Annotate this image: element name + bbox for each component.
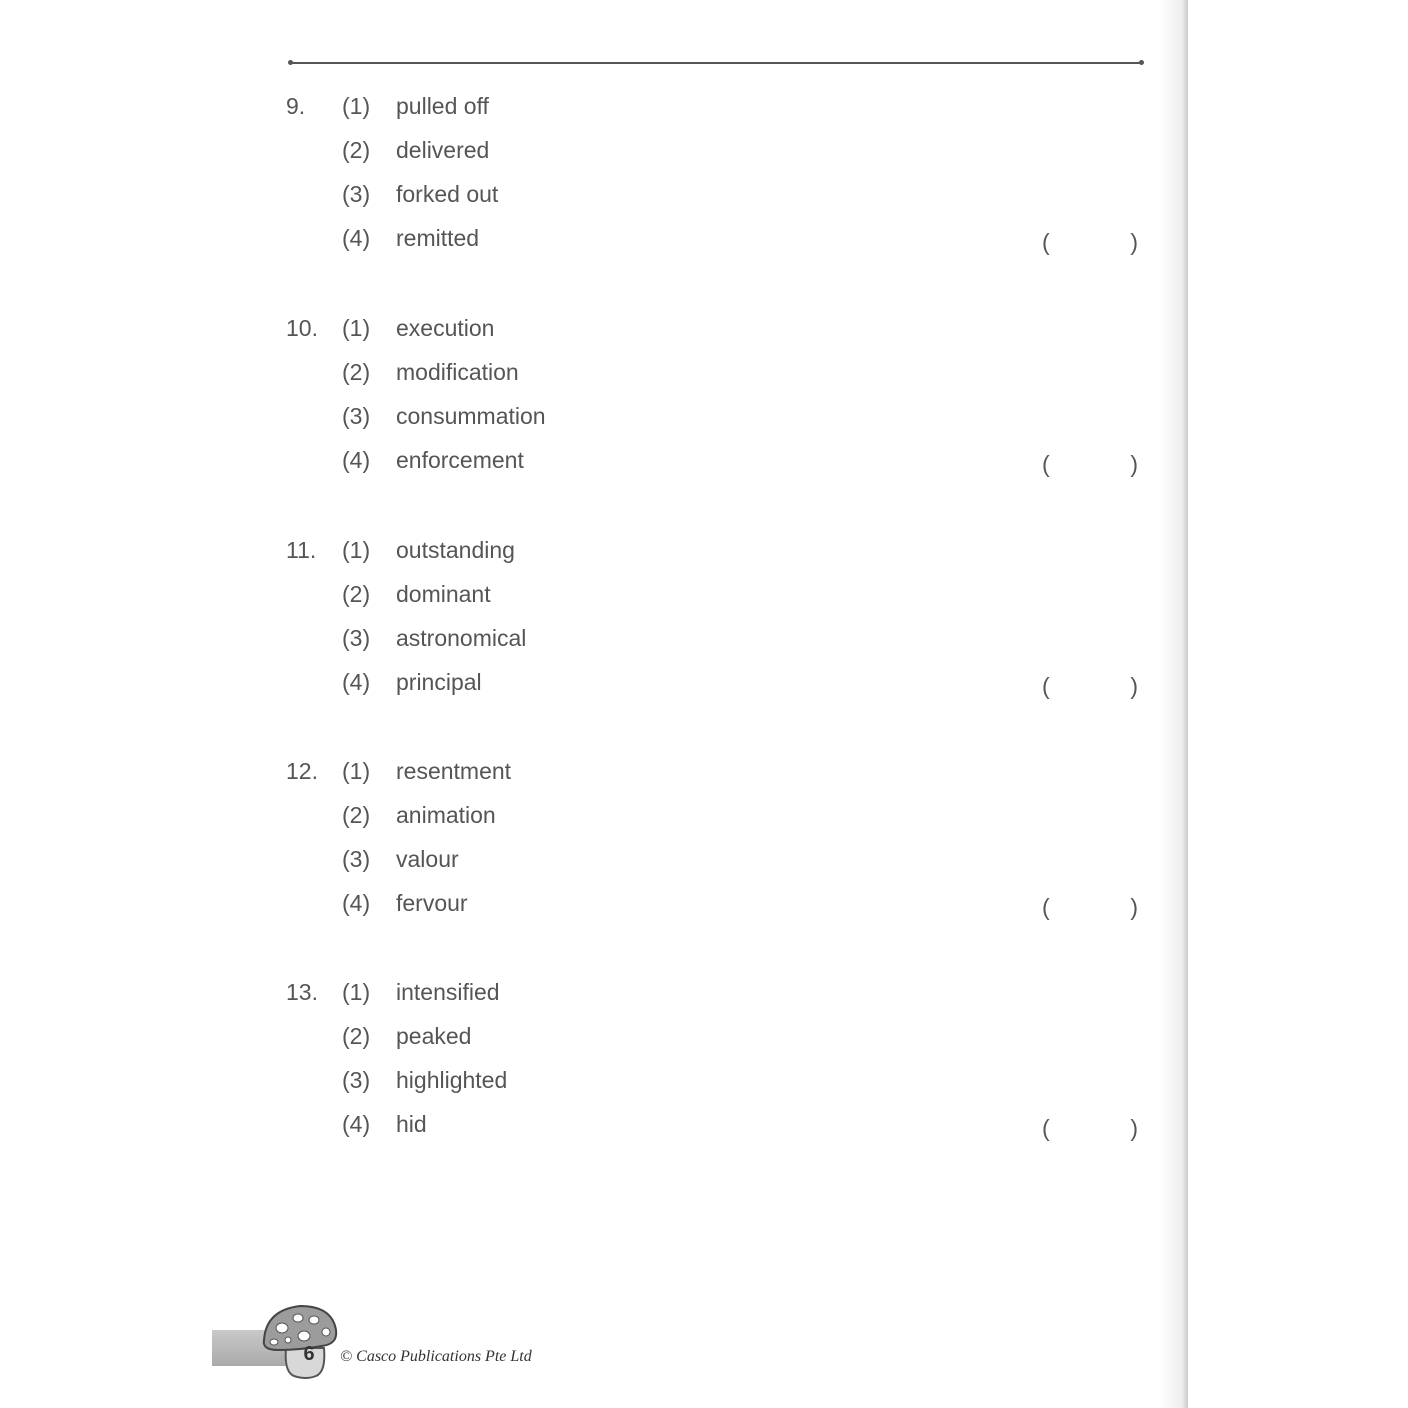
option-4 xyxy=(286,1110,1146,1140)
option-text: astronomical xyxy=(396,625,527,651)
option-4 xyxy=(286,668,1146,698)
option-2 xyxy=(286,801,1146,831)
option-number: (1) xyxy=(342,979,371,1005)
bracket-open: ( xyxy=(1042,229,1050,255)
page-margin-left xyxy=(0,0,212,1408)
question-12 xyxy=(286,757,1146,947)
answer-box[interactable] xyxy=(1042,672,1138,702)
bracket-close: ) xyxy=(1130,894,1138,920)
option-2 xyxy=(286,580,1146,610)
option-number: (4) xyxy=(342,890,371,916)
option-text: pulled off xyxy=(396,93,489,119)
option-text: valour xyxy=(396,846,459,872)
option-text: outstanding xyxy=(396,537,515,563)
mushroom-icon xyxy=(260,1300,340,1380)
question-number: 9. xyxy=(286,93,306,119)
option-text: delivered xyxy=(396,137,490,163)
answer-box[interactable] xyxy=(1042,450,1138,480)
option-text: peaked xyxy=(396,1023,472,1049)
option-number: (4) xyxy=(342,1111,371,1137)
option-text: consummation xyxy=(396,403,546,429)
question-11 xyxy=(286,536,1146,726)
page-margin-right xyxy=(1188,0,1408,1408)
question-number: 13. xyxy=(286,979,318,1005)
top-divider-rule xyxy=(290,62,1142,64)
option-text: forked out xyxy=(396,181,499,207)
question-10 xyxy=(286,314,1146,504)
option-number: (3) xyxy=(342,403,371,429)
copyright-text: © Casco Publications Pte Ltd xyxy=(340,1348,532,1365)
option-text: fervour xyxy=(396,890,468,916)
option-text: principal xyxy=(396,669,482,695)
answer-box[interactable] xyxy=(1042,1114,1138,1144)
option-number: (3) xyxy=(342,181,371,207)
question-number: 10. xyxy=(286,315,318,341)
page-footer xyxy=(212,1300,612,1390)
option-number: (3) xyxy=(342,846,371,872)
bracket-open: ( xyxy=(1042,894,1050,920)
option-text: modification xyxy=(396,359,519,385)
option-text: hid xyxy=(396,1111,427,1137)
option-number: (1) xyxy=(342,93,371,119)
answer-box[interactable] xyxy=(1042,228,1138,258)
option-text: execution xyxy=(396,315,495,341)
option-number: (2) xyxy=(342,1023,371,1049)
question-number: 12. xyxy=(286,758,318,784)
option-text: enforcement xyxy=(396,447,524,473)
option-text: intensified xyxy=(396,979,500,1005)
option-3 xyxy=(286,180,1146,210)
option-text: highlighted xyxy=(396,1067,508,1093)
option-1 xyxy=(286,757,1146,787)
option-2 xyxy=(286,358,1146,388)
bracket-open: ( xyxy=(1042,451,1050,477)
bracket-close: ) xyxy=(1130,1115,1138,1141)
option-1 xyxy=(286,978,1146,1008)
option-number: (3) xyxy=(342,625,371,651)
option-number: (3) xyxy=(342,1067,371,1093)
option-4 xyxy=(286,889,1146,919)
option-number: (2) xyxy=(342,137,371,163)
bracket-open: ( xyxy=(1042,673,1050,699)
option-number: (4) xyxy=(342,669,371,695)
option-number: (2) xyxy=(342,581,371,607)
option-number: (2) xyxy=(342,802,371,828)
option-3 xyxy=(286,402,1146,432)
option-3 xyxy=(286,845,1146,875)
bracket-close: ) xyxy=(1130,451,1138,477)
question-13 xyxy=(286,978,1146,1168)
option-number: (1) xyxy=(342,315,371,341)
option-1 xyxy=(286,92,1146,122)
option-number: (4) xyxy=(342,225,371,251)
option-text: resentment xyxy=(396,758,512,784)
option-4 xyxy=(286,224,1146,254)
option-text: animation xyxy=(396,802,496,828)
option-2 xyxy=(286,136,1146,166)
option-text: dominant xyxy=(396,581,491,607)
option-number: (2) xyxy=(342,359,371,385)
option-number: (1) xyxy=(342,758,371,784)
option-number: (1) xyxy=(342,537,371,563)
question-9 xyxy=(286,92,1146,282)
page-number: 6 xyxy=(303,1343,315,1365)
option-1 xyxy=(286,536,1146,566)
bracket-open: ( xyxy=(1042,1115,1050,1141)
option-3 xyxy=(286,1066,1146,1096)
option-text: remitted xyxy=(396,225,480,251)
question-number: 11. xyxy=(286,537,317,563)
option-4 xyxy=(286,446,1146,476)
bracket-close: ) xyxy=(1130,229,1138,255)
option-number: (4) xyxy=(342,447,371,473)
answer-box[interactable] xyxy=(1042,893,1138,923)
option-1 xyxy=(286,314,1146,344)
option-2 xyxy=(286,1022,1146,1052)
bracket-close: ) xyxy=(1130,673,1138,699)
option-3 xyxy=(286,624,1146,654)
